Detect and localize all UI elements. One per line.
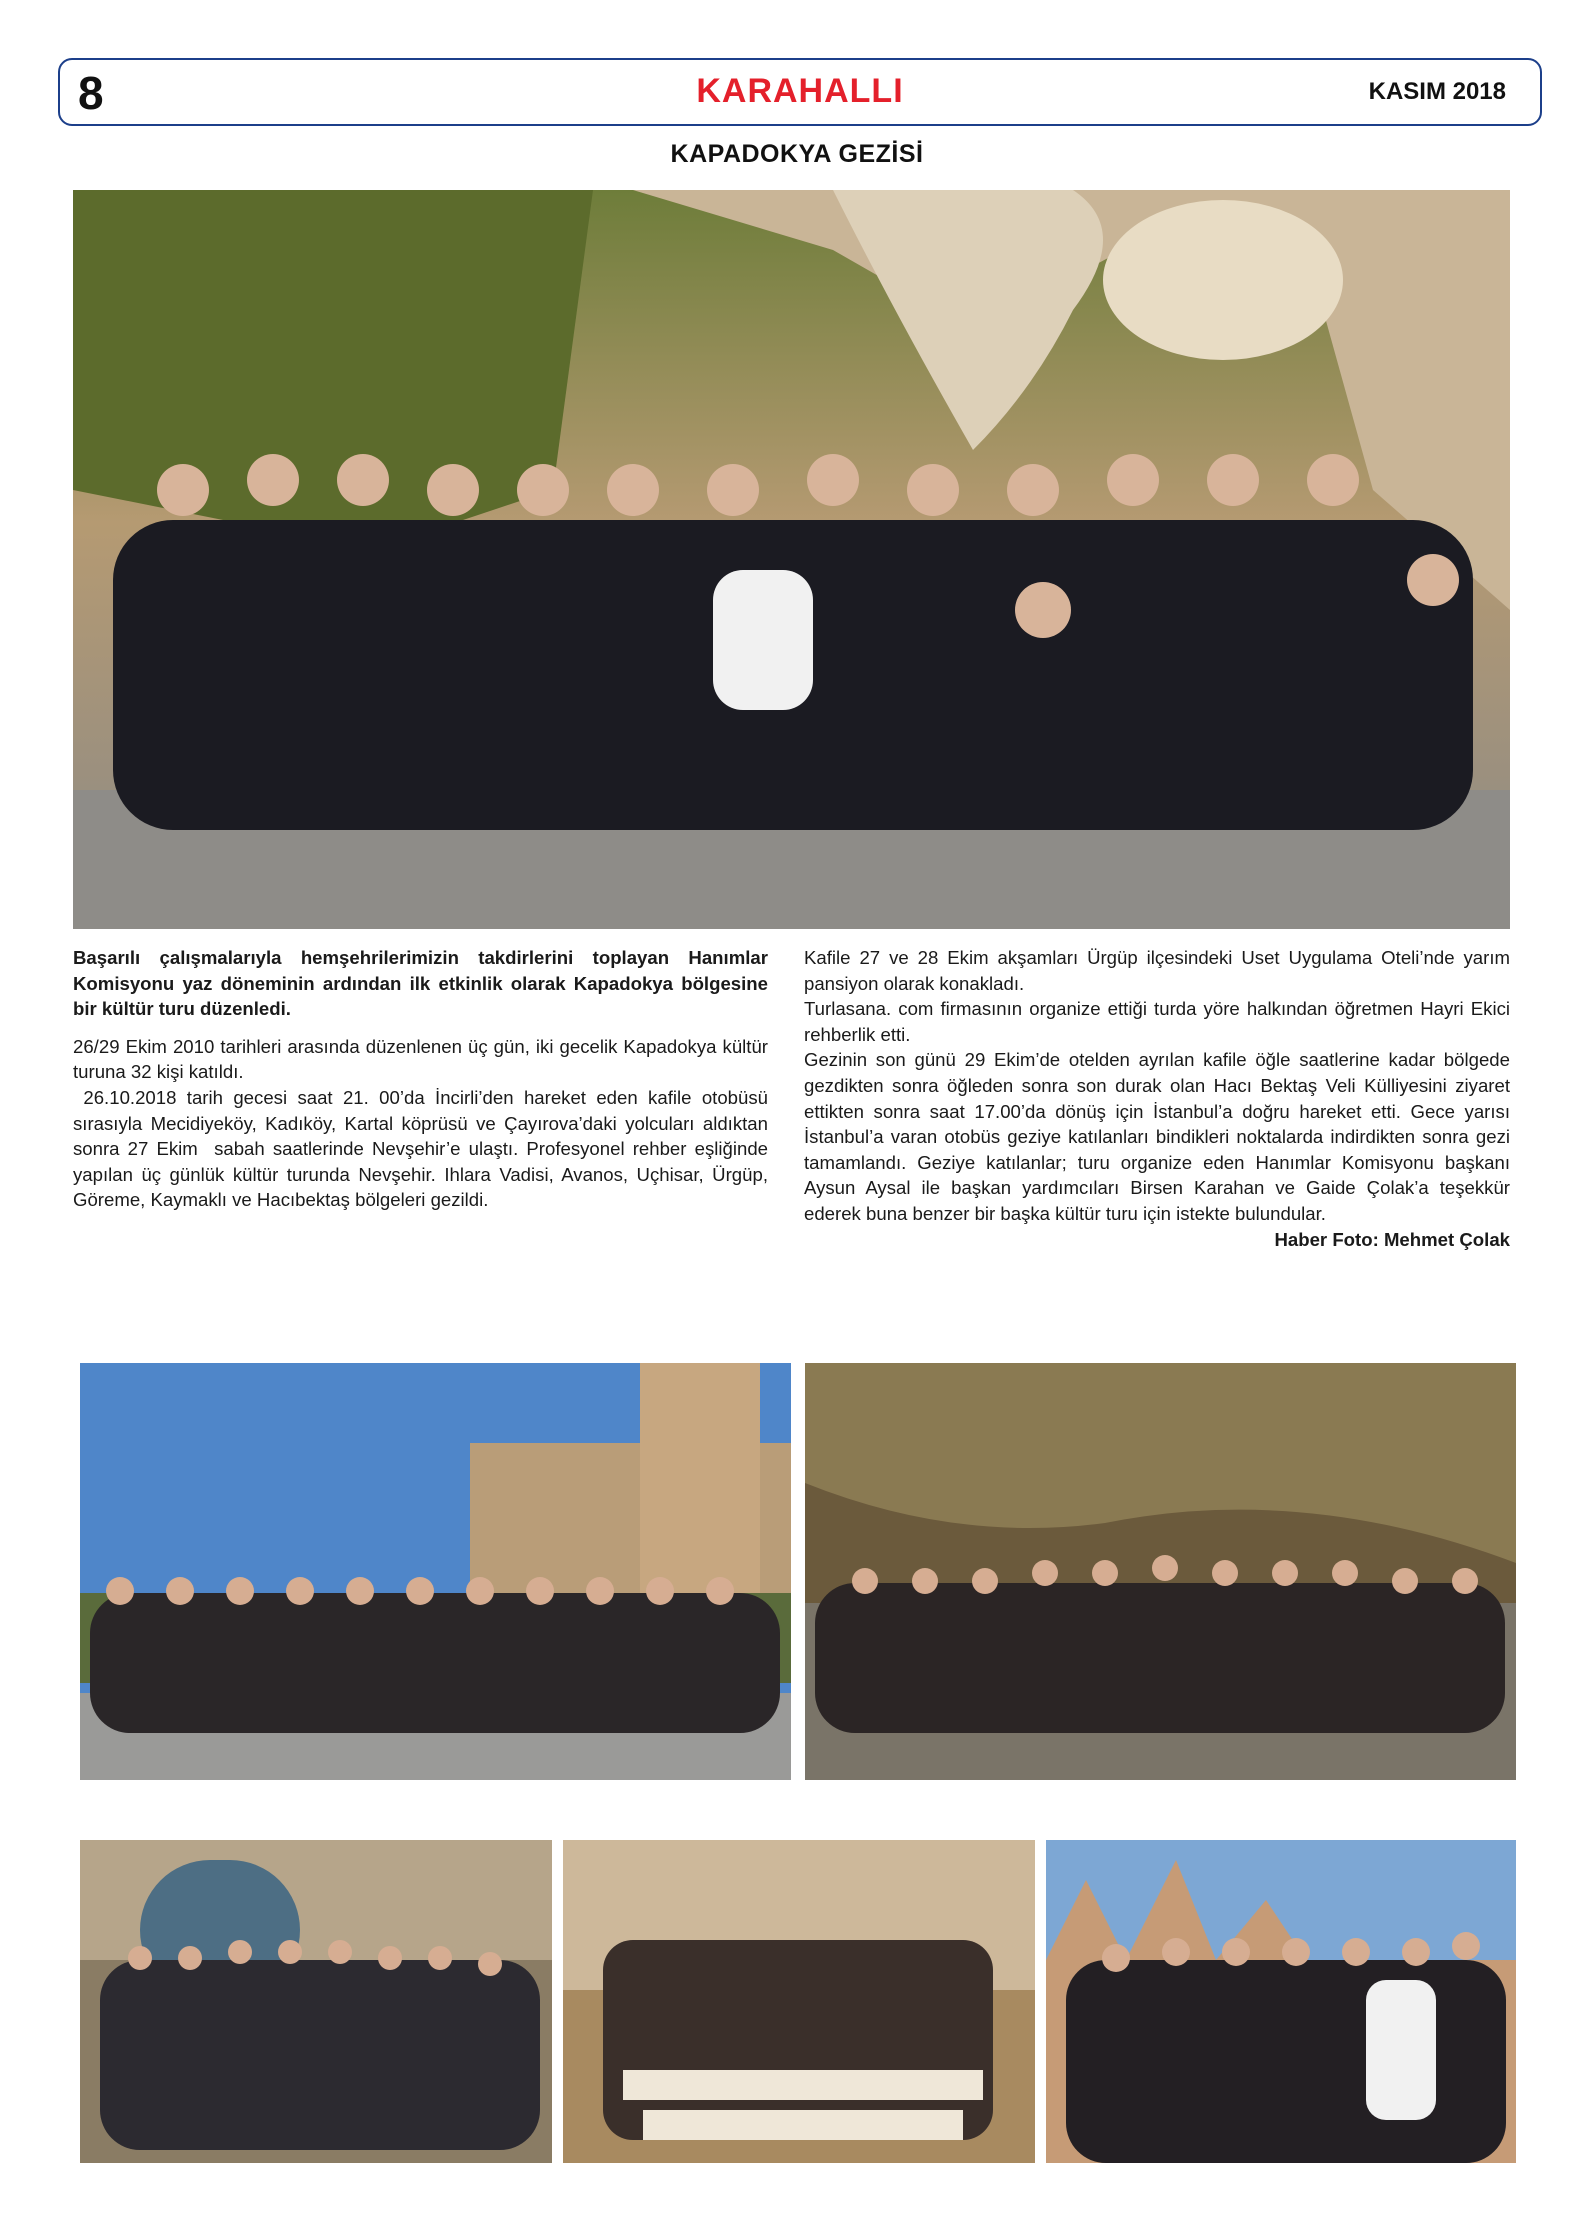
section-title: KAPADOKYA GEZİSİ: [670, 140, 924, 168]
article-paragraph: 26/29 Ekim 2010 tarihleri arasında düzenlenen üç gün, iki gecelik Kapadokya kültür turuna 32 kişi katıldı.: [73, 1035, 768, 1083]
article-paragraph: Kafile 27 ve 28 Ekim akşamları Ürgüp ilçesindeki Uset Uygulama Oteli’nde yarım pansiyon olarak konakladı.: [804, 947, 1510, 994]
group-photo-dining: [563, 1840, 1035, 2163]
page-header: [58, 58, 1542, 126]
group-photo-rocks: [805, 1363, 1516, 1780]
main-group-photo: [73, 190, 1510, 929]
article-right-column: [804, 945, 1510, 1252]
article-paragraph: Gezinin son günü 29 Ekim’de otelden ayrılan kafile öğle saatlerine kadar bölgede gezdikten sonra öğleden sonra son durak olan Hacı Bektaş Veli Külliyesini ziyaret ettikten sonra saat 17.00’da dönüş için İstanbul’a doğru hareket etti. Gece yarısı İstanbul’a varan otobüs geziye katılanları bindikleri noktalarda indirdikten sonra gezi tamamlandı. Geziye katılanlar; turu organize eden Hanımlar Komisyonu başkanı Aysun Aysal ile başkan yardımcıları Birsen Karahan ve Gaide Çolak’a teşekkür ederek buna benzer bir başka kültür turu için istekte bulundular.: [804, 1049, 1510, 1224]
article-paragraph: Turlasana. com firmasının organize ettiği turda yöre halkından öğretmen Hayri Ekici rehberlik etti.: [804, 998, 1510, 1045]
page-number: 8: [78, 67, 104, 119]
masthead: KARAHALLI: [696, 72, 904, 110]
group-photo-entrance: [80, 1840, 552, 2163]
article-paragraph: 26.10.2018 tarih gecesi saat 21. 00’da İncirli’den hareket eden kafile otobüsü sırasıyla Mecidiyeköy, Kadıköy, Kartal köprüsü ve Çayırova’daki yolcuları aldıktan sonra 27 Ekim sabah saatlerinde Nevşehir’e ulaştı. Profesyonel rehber eşliğinde yapılan üç günlük kültür turunda Nevşehir. Ihlara Vadisi, Avanos, Uçhisar, Ürgüp, Göreme, Kaymaklı ve Hacıbektaş bölgeleri gezildi.: [73, 1086, 774, 1211]
group-photo-hotel: [80, 1363, 791, 1780]
photo-credit: Haber Foto: Mehmet Çolak: [1274, 1228, 1510, 1250]
article-lead: Başarılı çalışmalarıyla hemşehrilerimizin takdirlerini toplayan Hanımlar Komisyonu yaz döneminin ardından ilk etkinlik olarak Kapadokya bölgesine bir kültür turu düzenledi.: [73, 947, 768, 1020]
article-left-column: [73, 945, 774, 1213]
group-photo-valley: [1046, 1840, 1516, 2163]
issue-date: KASIM 2018: [1368, 78, 1506, 105]
